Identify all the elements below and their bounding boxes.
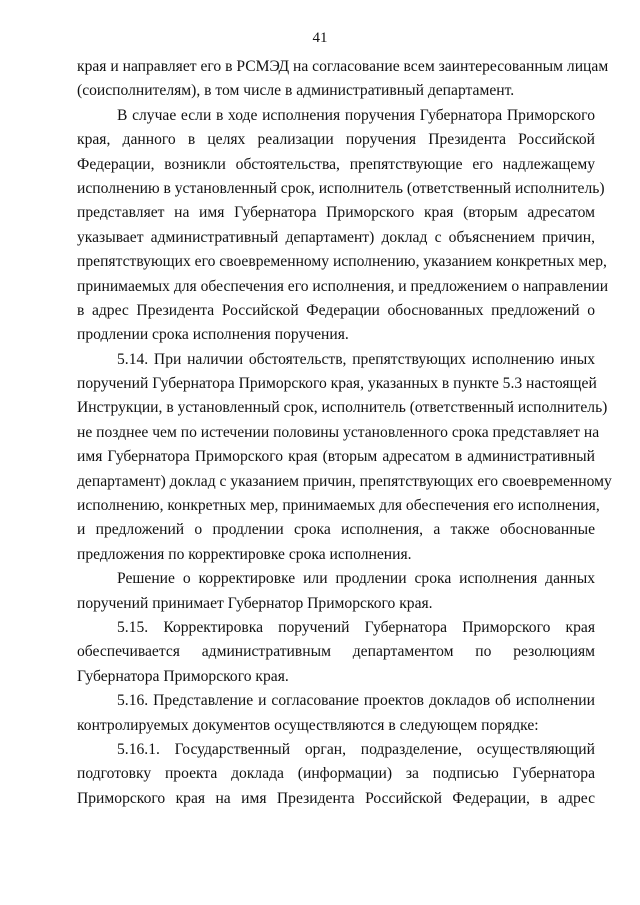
text-line: Федерации, возникли обстоятельства, препятствующие его надлежащему xyxy=(77,155,595,173)
text-line: в адрес Президента Российской Федерации обоснованных предложений о xyxy=(77,301,595,319)
paragraph-start-line: 5.14. При наличии обстоятельств, препятствующих исполнению иных xyxy=(117,350,595,368)
text-line: принимаемых для обеспечения его исполнения, и предложением о направлении xyxy=(77,277,609,295)
text-line: указывает административный департамент) доклад с объяснением причин, xyxy=(77,228,595,246)
text-line: края, данного в целях реализации поручения Президента Российской xyxy=(77,131,595,149)
text-line: департамент) доклад с указанием причин, препятствующих его своевременному xyxy=(77,472,612,490)
text-line: продлении срока исполнения поручения. xyxy=(77,326,349,344)
text-line: поручений Губернатора Приморского края, указанных в пункте 5.3 настоящей xyxy=(77,375,597,393)
text-line: (соисполнителям), в том числе в административный департамент. xyxy=(77,82,515,100)
text-line: подготовку проекта доклада (информации) за подписью Губернатора xyxy=(77,765,595,783)
paragraph-start-line: В случае если в ходе исполнения поручения Губернатора Приморского xyxy=(117,106,595,124)
text-line: исполнению в установленный срок, исполнитель (ответственный исполнитель) xyxy=(77,179,605,197)
text-line: исполнению, конкретных мер, принимаемых для обеспечения его исполнения, xyxy=(77,497,600,515)
paragraph-start-line: 5.15. Корректировка поручений Губернатора Приморского края xyxy=(117,618,595,636)
text-line: предложения по корректировке срока исполнения. xyxy=(77,545,412,563)
text-line: обеспечивается административным департаментом по резолюциям xyxy=(77,643,595,661)
document-body xyxy=(77,55,612,811)
text-line: представляет на имя Губернатора Приморского края (вторым адресатом xyxy=(77,204,595,222)
text-line: Инструкции, в установленный срок, исполнитель (ответственный исполнитель) xyxy=(77,399,608,417)
text-line: не позднее чем по истечении половины установленного срока представляет на xyxy=(77,423,600,441)
text-line: контролируемых документов осуществляются в следующем порядке: xyxy=(77,716,539,734)
text-line: имя Губернатора Приморского края (вторым адресатом в административный xyxy=(77,448,595,466)
text-line: препятствующих его своевременному исполнению, указанием конкретных мер, xyxy=(77,253,607,271)
page-number: 41 xyxy=(312,30,328,46)
paragraph-start-line: 5.16. Представление и согласование проектов докладов об исполнении xyxy=(117,692,595,710)
paragraph-start-line: 5.16.1. Государственный орган, подразделение, осуществляющий xyxy=(117,740,595,758)
text-line: Приморского края на имя Президента Российской Федерации, в адрес xyxy=(77,789,595,807)
text-line: поручений принимает Губернатор Приморского края. xyxy=(77,594,433,612)
text-line: и предложений о продлении срока исполнения, а также обоснованные xyxy=(77,521,595,539)
text-line: Губернатора Приморского края. xyxy=(77,667,289,685)
text-line: края и направляет его в РСМЭД на согласование всем заинтересованным лицам xyxy=(77,58,609,75)
paragraph-start-line: Решение о корректировке или продлении срока исполнения данных xyxy=(117,570,595,588)
